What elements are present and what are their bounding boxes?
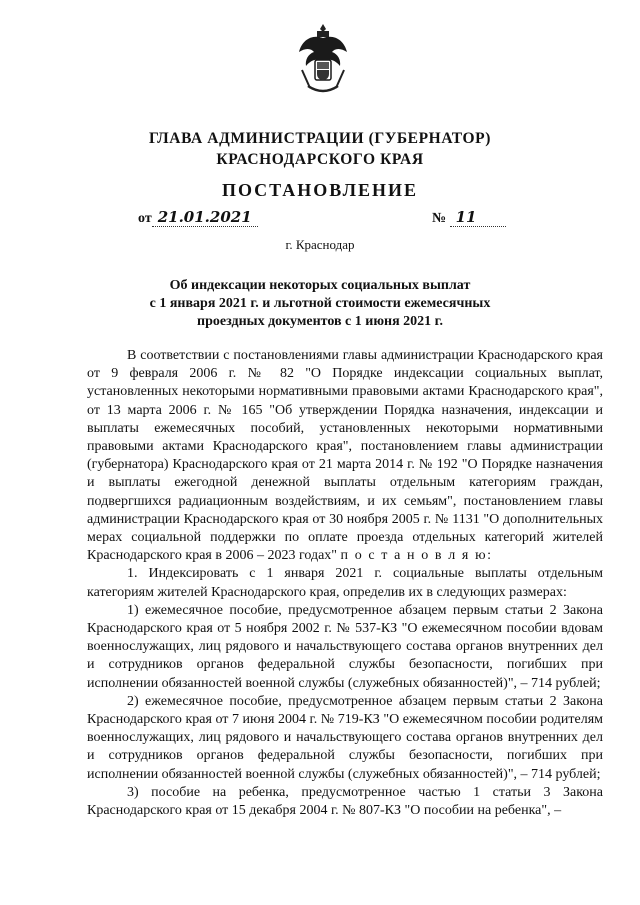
paragraph-1: 1. Индексировать с 1 января 2021 г. социальные выплаты отдельным категориям жителей Краснодарского края, определив их в следующих размерах: <box>87 566 603 600</box>
title-line-2: с 1 января 2021 г. и льготной стоимости ежемесячных <box>149 296 491 311</box>
document-number <box>432 208 506 227</box>
title-line-3: проездных документов с 1 июня 2021 г. <box>197 314 443 329</box>
number-prefix: № <box>432 211 447 226</box>
issuing-authority <box>0 128 640 170</box>
document-date <box>138 208 258 227</box>
paragraph-1-item-3: 3) пособие на ребенка, предусмотренное частью 1 статьи 3 Закона Краснодарского края от 15 декабря 2004 г. № 807-КЗ "О пособии на ребенка", – <box>87 784 603 819</box>
intro-paragraph <box>87 347 603 565</box>
coat-of-arms-emblem <box>296 20 350 96</box>
issue-city: г. Краснодар <box>285 237 355 252</box>
document-type: ПОСТАНОВЛЕНИЕ <box>221 180 419 200</box>
date-prefix: от <box>138 211 152 226</box>
document-body <box>87 347 603 820</box>
intro-text: В соответствии с постановлениями главы администрации Краснодарского края от 9 февраля 2006 г. № 82 "О Порядке индексации социальных выплат, установленных некоторыми нормативными правовыми актами Краснодарского края", от 13 марта 2006 г. № 165 "Об утверждении Порядка назначения, индексации и выплаты ежемесячных пособий, установленных некоторыми нормативными правовыми актами Краснодарского края", постановлением главы администрации (губернатора) Краснодарского края от 21 марта 2014 г. № 192 "О Порядке назначения и выплаты ежегодной денежной выплаты отдельным категориям граждан, подвергшихся радиационным воздействиям, и их семьям", постановлением главы администрации Краснодарского края от 30 ноября 2005 г. № 1131 "О дополнительных мерах социальной поддержки по оплате проезда отдельных категорий жителей Краснодарского края в 2006 – 2023 годах" <box>87 348 603 564</box>
paragraph-1-item-1: 1) ежемесячное пособие, предусмотренное абзацем первым статьи 2 Закона Краснодарского края от 5 ноября 2002 г. № 537-КЗ "О ежемесячном пособии вдовам военнослужащих, лиц рядового и начальствующего состава органов внутренних дел и сотрудников органов федеральной службы безопасности, погибших при исполнении обязанностей военной службы (служебных обязанностей)", – 714 рублей; <box>87 602 603 691</box>
title-line-1: Об индексации некоторых социальных выплат <box>169 278 471 293</box>
authority-line-1: ГЛАВА АДМИНИСТРАЦИИ (ГУБЕРНАТОР) <box>149 130 491 147</box>
decree-word: п о с т а н о в л я ю: <box>340 548 493 564</box>
paragraph-1-item-2: 2) ежемесячное пособие, предусмотренное абзацем первым статьи 2 Закона Краснодарского края от 7 июня 2004 г. № 719-КЗ "О ежемесячном пособии родителям военнослужащих, лиц рядового и начальствующего состава органов внутренних дел и сотрудников органов федеральной службы безопасности, погибших при исполнении обязанностей военной службы (служебных обязанностей)", – 714 рублей; <box>87 693 603 782</box>
document-title <box>0 277 640 331</box>
authority-line-2: КРАСНОДАРСКОГО КРАЯ <box>216 151 424 168</box>
number-value: 11 <box>450 208 507 227</box>
date-value: 21.01.2021 <box>152 208 258 227</box>
